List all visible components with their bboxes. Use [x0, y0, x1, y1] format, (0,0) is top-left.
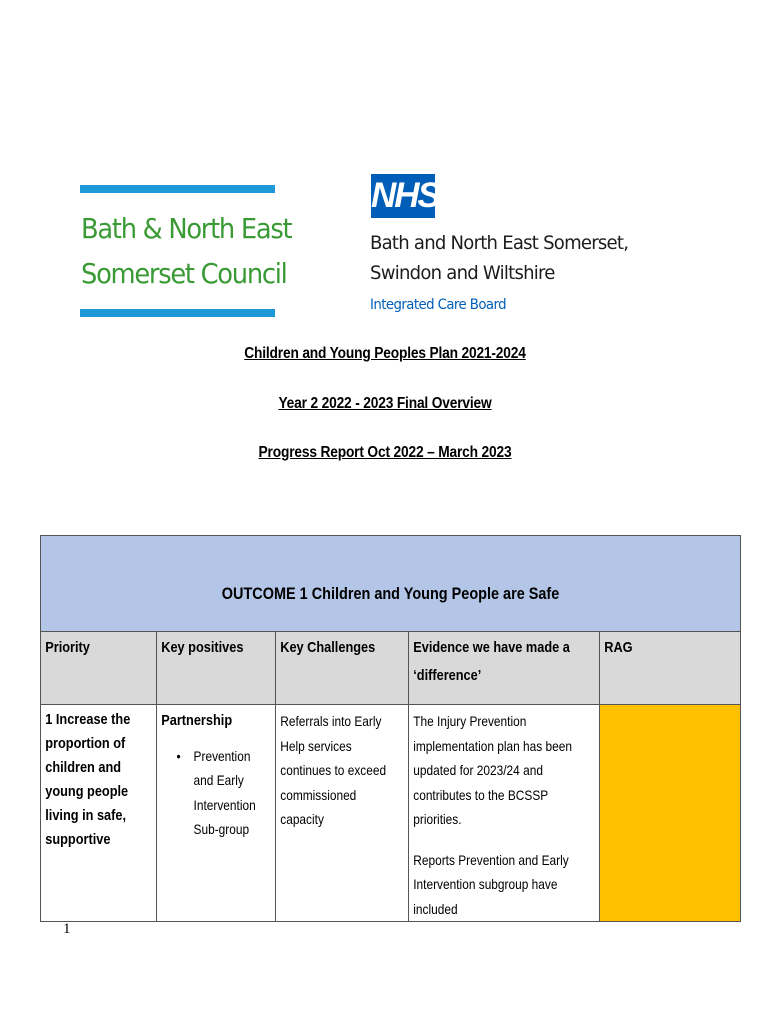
nhs-logo: [370, 172, 630, 320]
council-logo-line2: Somerset Council: [81, 257, 287, 290]
challenges-text: Referrals into Early Help services continues to exceed commissioned capacity: [280, 713, 387, 827]
positives-list: [161, 744, 255, 842]
header-challenges-cell: [276, 632, 409, 705]
header-key-positives: Key positives: [161, 639, 244, 656]
nhs-org-line1: Bath and North East Somerset,: [370, 232, 629, 254]
council-logo-line1: Bath & North East: [81, 212, 292, 245]
evidence-paragraph-1: The Injury Prevention implementation plan has been updated for 2023/24 and contributes to the BCSSP priorities.: [413, 713, 573, 827]
header-rag-cell: [600, 632, 741, 705]
positives-heading: Partnership: [161, 712, 233, 729]
header-priority-cell: [41, 632, 157, 705]
header-priority: Priority: [45, 639, 90, 656]
evidence-cell: [409, 705, 600, 922]
plan-title: Children and Young Peoples Plan 2021-2024: [244, 345, 526, 362]
rag-status-cell: [600, 705, 741, 922]
header-key-challenges: Key Challenges: [280, 639, 376, 656]
nhs-org-line2: Swindon and Wiltshire: [370, 262, 555, 284]
challenges-cell: [276, 705, 409, 922]
positives-bullet-item: • Prevention and Early Intervention Sub-group: [194, 744, 255, 842]
outcome-title: OUTCOME 1 Children and Young People are Safe: [221, 584, 560, 603]
positives-cell: [157, 705, 276, 922]
header-positives-cell: [157, 632, 276, 705]
positives-list-wrap: [157, 744, 258, 842]
evidence-paragraph-2: Reports Prevention and Early Intervention subgroup have included: [413, 851, 569, 917]
council-logo-top-bar: [80, 185, 275, 193]
year-overview-title: Year 2 2022 - 2023 Final Overview: [278, 395, 492, 412]
table-row: [41, 705, 741, 922]
outcome-header: [41, 536, 741, 632]
council-logo: [80, 185, 292, 319]
header-rag: RAG: [604, 639, 633, 656]
priority-cell: [41, 705, 157, 922]
nhs-mark: NHS: [371, 174, 435, 218]
priority-text: 1 Increase the proportion of children and young people living in safe, supportive: [45, 711, 131, 848]
council-logo-bottom-bar: [80, 309, 275, 317]
header-evidence: Evidence we have made a ‘difference’: [413, 639, 570, 684]
outcome-table: [40, 535, 740, 917]
nhs-subtitle: Integrated Care Board: [370, 297, 507, 313]
progress-report-title: Progress Report Oct 2022 – March 2023: [258, 444, 512, 461]
header-evidence-cell: [409, 632, 600, 705]
page-number: 1: [63, 921, 71, 937]
